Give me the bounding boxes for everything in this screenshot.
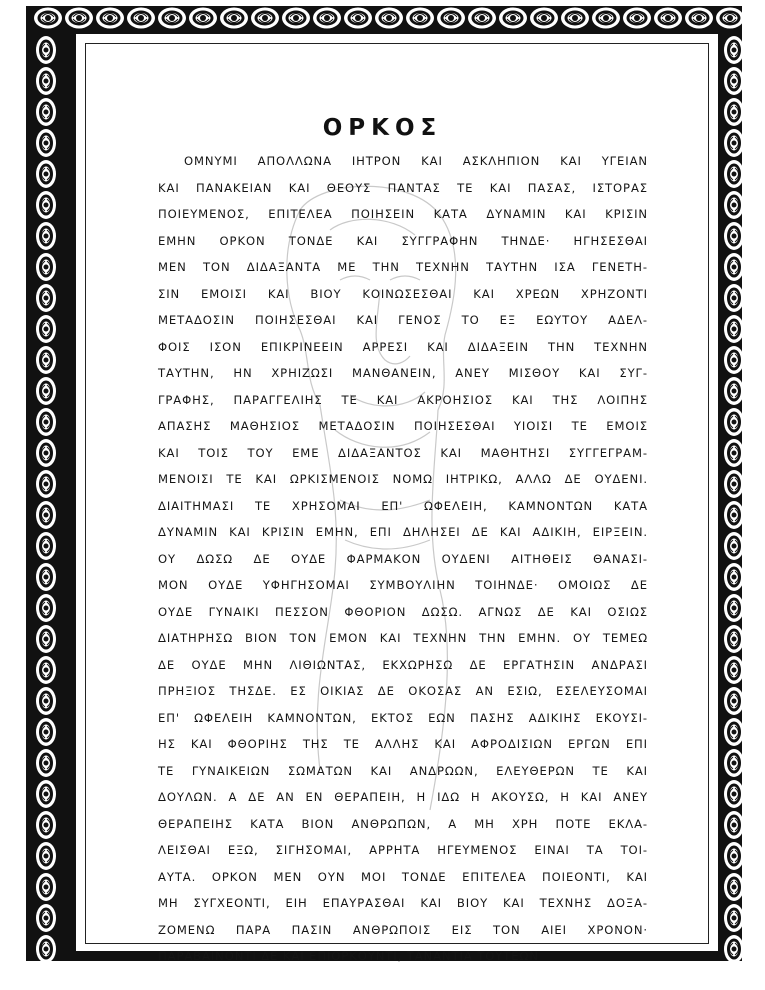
oath-line: ΜΕΝΟΙΣΙ ΤΕ ΚΑΙ ΩΡΚΙΣΜΕΝΟΙΣ ΝΟΜΩ ΙΗΤΡΙΚΩ, ΑΛΛΩ ΔΕ ΟΥΔΕΝΙ. <box>158 472 648 486</box>
oath-line: ΛΕΙΣΘΑΙ ΕΞΩ, ΣΙΓΗΣΟΜΑΙ, ΑΡΡΗΤΑ ΗΓΕΥΜΕΝΟΣ ΕΙΝΑΙ ΤΑ ΤΟΙ- <box>158 843 648 857</box>
oath-line: ΗΣ ΚΑΙ ΦΘΟΡΙΗΣ ΤΗΣ ΤΕ ΑΛΛΗΣ ΚΑΙ ΑΦΡΟΔΙΣΙΩΝ ΕΡΓΩΝ ΕΠΙ <box>158 737 648 751</box>
oath-line: ΟΥΔΕ ΓΥΝΑΙΚΙ ΠΕΣΣΟΝ ΦΘΟΡΙΟΝ ΔΩΣΩ. ΑΓΝΩΣ ΔΕ ΚΑΙ ΟΣΙΩΣ <box>158 604 648 619</box>
oath-line: ΔΥΝΑΜΙΝ ΚΑΙ ΚΡΙΣΙΝ ΕΜΗΝ, ΕΠΙ ΔΗΛΗΣΕΙ ΔΕ ΚΑΙ ΑΔΙΚΙΗ, ΕΙΡΞΕΙΝ. <box>158 525 648 539</box>
oath-line: ΔΙΑΙΤΗΜΑΣΙ ΤΕ ΧΡΗΣΟΜΑΙ ΕΠ' ΩΦΕΛΕΙΗ, ΚΑΜΝΟΝΤΩΝ ΚΑΤΑ <box>158 498 648 513</box>
oath-line: ΔΕ ΟΥΔΕ ΜΗΝ ΛΙΘΙΩΝΤΑΣ, ΕΚΧΩΡΗΣΩ ΔΕ ΕΡΓΑΤΗΣΙΝ ΑΝΔΡΑΣΙ <box>158 657 648 672</box>
oath-line: ΟΥ ΔΩΣΩ ΔΕ ΟΥΔΕ ΦΑΡΜΑΚΟΝ ΟΥΔΕΝΙ ΑΙΤΗΘΕΙΣ ΘΑΝΑΣΙ- <box>158 551 648 566</box>
oath-line: ΣΙΝ ΕΜΟΙΣΙ ΚΑΙ ΒΙΟΥ ΚΟΙΝΩΣΕΣΘΑΙ ΚΑΙ ΧΡΕΩΝ ΧΡΗΖΟΝΤΙ <box>158 286 648 301</box>
oath-line: ΜΟΝ ΟΥΔΕ ΥΦΗΓΗΣΟΜΑΙ ΣΥΜΒΟΥΛΙΗΝ ΤΟΙΗΝΔΕ· ΟΜΟΙΩΣ ΔΕ <box>158 578 648 592</box>
oath-line: ΔΟΥΛΩΝ. Α ΔΕ ΑΝ ΕΝ ΘΕΡΑΠΕΙΗ, Η ΙΔΩ Η ΑΚΟΥΣΩ, Η ΚΑΙ ΑΝΕΥ <box>158 790 648 804</box>
oath-line: ΔΙΑΤΗΡΗΣΩ ΒΙΟΝ ΤΟΝ ΕΜΟΝ ΚΑΙ ΤΕΧΝΗΝ ΤΗΝ ΕΜΗΝ. ΟΥ ΤΕΜΕΩ <box>158 631 648 645</box>
oath-line: ΤΕ ΓΥΝΑΙΚΕΙΩΝ ΣΩΜΑΤΩΝ ΚΑΙ ΑΝΔΡΩΩΝ, ΕΛΕΥΘΕΡΩΝ ΤΕ ΚΑΙ <box>158 763 648 778</box>
oath-line: ΤΑΥΤΗΝ, ΗΝ ΧΡΗΙΖΩΣΙ ΜΑΝΘΑΝΕΙΝ, ΑΝΕΥ ΜΙΣΘΟΥ ΚΑΙ ΣΥΓ- <box>158 366 648 380</box>
oath-line: ΑΥΤΑ. ΟΡΚΟΝ ΜΕΝ ΟΥΝ ΜΟΙ ΤΟΝΔΕ ΕΠΙΤΕΛΕΑ ΠΟΙΕΟΝΤΙ, ΚΑΙ <box>158 869 648 884</box>
oath-line: ΓΡΑΦΗΣ, ΠΑΡΑΓΓΕΛΙΗΣ ΤΕ ΚΑΙ ΑΚΡΟΗΣΙΟΣ ΚΑΙ ΤΗΣ ΛΟΙΠΗΣ <box>158 392 648 407</box>
oath-line: ΘΕΡΑΠΕΙΗΣ ΚΑΤΑ ΒΙΟΝ ΑΝΘΡΩΠΩΝ, Α ΜΗ ΧΡΗ ΠΟΤΕ ΕΚΛΑ- <box>158 816 648 831</box>
oath-line: ΚΑΙ ΠΑΝΑΚΕΙΑΝ ΚΑΙ ΘΕΟΥΣ ΠΑΝΤΑΣ ΤΕ ΚΑΙ ΠΑΣΑΣ, ΙΣΤΟΡΑΣ <box>158 180 648 195</box>
oath-line: ΜΗ ΣΥΓΧΕΟΝΤΙ, ΕΙΗ ΕΠΑΥΡΑΣΘΑΙ ΚΑΙ ΒΙΟΥ ΚΑΙ ΤΕΧΝΗΣ ΔΟΞΑ- <box>158 896 648 910</box>
page-title: ΟΡΚΟΣ <box>322 115 443 142</box>
oath-line: ΦΟΙΣ ΙΣΟΝ ΕΠΙΚΡΙΝΕΕΙΝ ΑΡΡΕΣΙ ΚΑΙ ΔΙΔΑΞΕΙΝ ΤΗΝ ΤΕΧΝΗΝ <box>158 339 648 354</box>
oath-line: ΟΜΝΥΜΙ ΑΠΟΛΛΩΝΑ ΙΗΤΡΟΝ ΚΑΙ ΑΣΚΛΗΠΙΟΝ ΚΑΙ ΥΓΕΙΑΝ <box>184 154 648 168</box>
oath-line: ΠΟΙΕΥΜΕΝΟΣ, ΕΠΙΤΕΛΕΑ ΠΟΙΗΣΕΙΝ ΚΑΤΑ ΔΥΝΑΜΙΝ ΚΑΙ ΚΡΙΣΙΝ <box>158 207 648 221</box>
oath-line: ΜΕΝ ΤΟΝ ΔΙΔΑΞΑΝΤΑ ΜΕ ΤΗΝ ΤΕΧΝΗΝ ΤΑΥΤΗΝ ΙΣΑ ΓΕΝΕΤΗ- <box>158 260 648 274</box>
oath-line: ΖΟΜΕΝΩ ΠΑΡΑ ΠΑΣΙΝ ΑΝΘΡΩΠΟΙΣ ΕΙΣ ΤΟΝ ΑΙΕΙ ΧΡΟΝΟΝ· <box>158 922 648 937</box>
oath-line: ΕΠ' ΩΦΕΛΕΙΗ ΚΑΜΝΟΝΤΩΝ, ΕΚΤΟΣ ΕΩΝ ΠΑΣΗΣ ΑΔΙΚΙΗΣ ΕΚΟΥΣΙ- <box>158 710 648 725</box>
oath-line: ΚΑΙ ΤΟΙΣ ΤΟΥ ΕΜΕ ΔΙΔΑΞΑΝΤΟΣ ΚΑΙ ΜΑΘΗΤΗΣΙ ΣΥΓΓΕΓΡΑΜ- <box>158 445 648 460</box>
oath-line: ΠΑΡΑΒΑΙΝΟΝΤΙ ΔΕ ΚΑΙ ΕΠΙΟΡΚΟΥΝΤΙ, ΤΑΝΑΝΤΙΑ ΤΟΥΤΕΩΝ <box>158 949 539 963</box>
oath-text-block <box>158 148 648 970</box>
oath-line: ΠΡΗΞΙΟΣ ΤΗΣΔΕ. ΕΣ ΟΙΚΙΑΣ ΔΕ ΟΚΟΣΑΣ ΑΝ ΕΣΙΩ, ΕΣΕΛΕΥΣΟΜΑΙ <box>158 684 648 698</box>
oath-line: ΕΜΗΝ ΟΡΚΟΝ ΤΟΝΔΕ ΚΑΙ ΣΥΓΓΡΑΦΗΝ ΤΗΝΔΕ· ΗΓΗΣΕΣΘΑΙ <box>158 233 648 248</box>
oath-line: ΜΕΤΑΔΟΣΙΝ ΠΟΙΗΣΕΣΘΑΙ ΚΑΙ ΓΕΝΟΣ ΤΟ ΕΞ ΕΩΥΤΟΥ ΑΔΕΛ- <box>158 313 648 327</box>
oath-line: ΑΠΑΣΗΣ ΜΑΘΗΣΙΟΣ ΜΕΤΑΔΟΣΙΝ ΠΟΙΗΣΕΣΘΑΙ ΥΙΟΙΣΙ ΤΕ ΕΜΟΙΣ <box>158 419 648 433</box>
